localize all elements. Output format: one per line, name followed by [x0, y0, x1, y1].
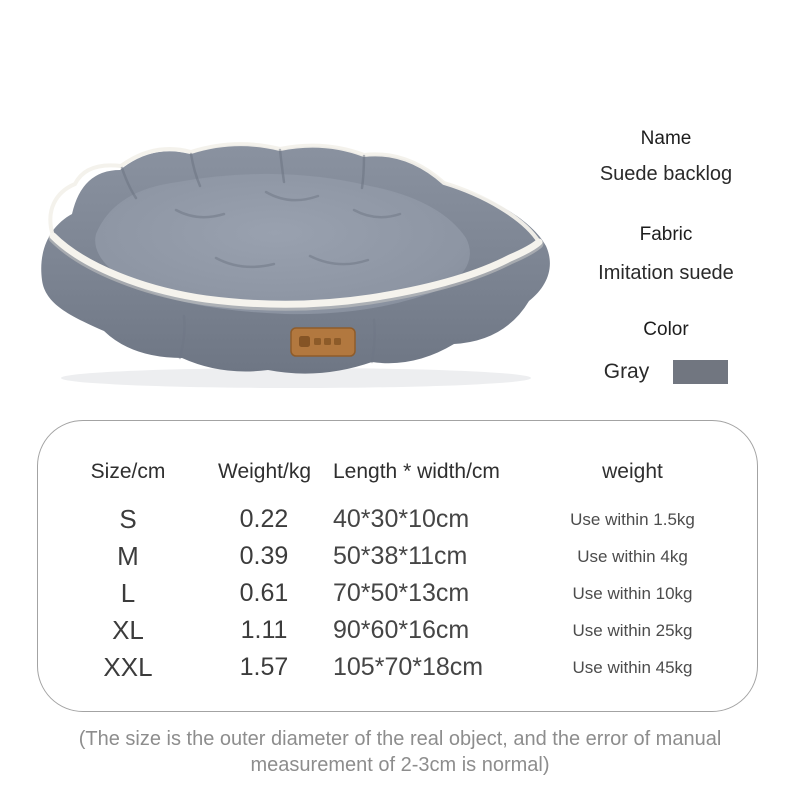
- color-label: Color: [643, 319, 689, 340]
- table-row-xl-dimensions: 90*60*16cm: [333, 616, 470, 644]
- fabric-label: Fabric: [639, 224, 693, 245]
- product-photo-pet-bed: [28, 138, 563, 393]
- name-value: Suede backlog: [599, 163, 733, 185]
- table-row-xl-size: XL: [112, 615, 144, 645]
- gray-color-swatch: [673, 360, 728, 384]
- table-row-l-dimensions: 70*50*13cm: [333, 579, 470, 607]
- size-chart-header-row: [38, 421, 757, 489]
- table-row-xxl-capacity: Use within 45kg: [572, 658, 693, 677]
- name-label: Name: [640, 128, 692, 149]
- table-row-xxl-size: XXL: [103, 652, 153, 682]
- header-size: Size/cm: [90, 460, 166, 483]
- header-capacity: weight: [602, 460, 663, 483]
- table-row-m-dimensions: 50*38*11cm: [333, 542, 468, 570]
- table-row-s-size: S: [119, 504, 137, 534]
- size-chart-table: [37, 420, 758, 712]
- color-row: [556, 360, 776, 384]
- table-row-s-weight: 0.22: [239, 505, 289, 533]
- size-chart-body: [38, 501, 757, 686]
- header-weight-kg: Weight/kg: [218, 460, 311, 483]
- size-disclaimer: [0, 726, 800, 779]
- product-info-panel: [556, 120, 776, 410]
- pet-bed-illustration: [28, 138, 563, 393]
- table-row-s-capacity: Use within 1.5kg: [570, 510, 695, 529]
- table-row-m-weight: 0.39: [239, 542, 289, 570]
- table-row-s-dimensions: 40*30*10cm: [333, 505, 470, 533]
- table-row-m-capacity: Use within 4kg: [577, 547, 688, 566]
- table-row-l-weight: 0.61: [239, 579, 289, 607]
- brand-tag: [291, 328, 355, 356]
- table-row-xxl-dimensions: 105*70*18cm: [333, 653, 484, 681]
- table-row-l-capacity: Use within 10kg: [572, 584, 693, 603]
- table-row-m-size: M: [117, 541, 139, 571]
- header-dimensions: Length * width/cm: [333, 460, 500, 483]
- table-row-l-size: L: [120, 578, 136, 608]
- table-row-xxl-weight: 1.57: [239, 653, 289, 681]
- fabric-value: Imitation suede: [598, 262, 734, 284]
- table-row-xl-capacity: Use within 25kg: [572, 621, 693, 640]
- color-value: Gray: [603, 360, 650, 383]
- size-disclaimer-text: (The size is the outer diameter of the real object, and the error of manual measurement of 2-3cm is normal): [78, 728, 722, 777]
- table-row-xl-weight: 1.11: [240, 616, 288, 644]
